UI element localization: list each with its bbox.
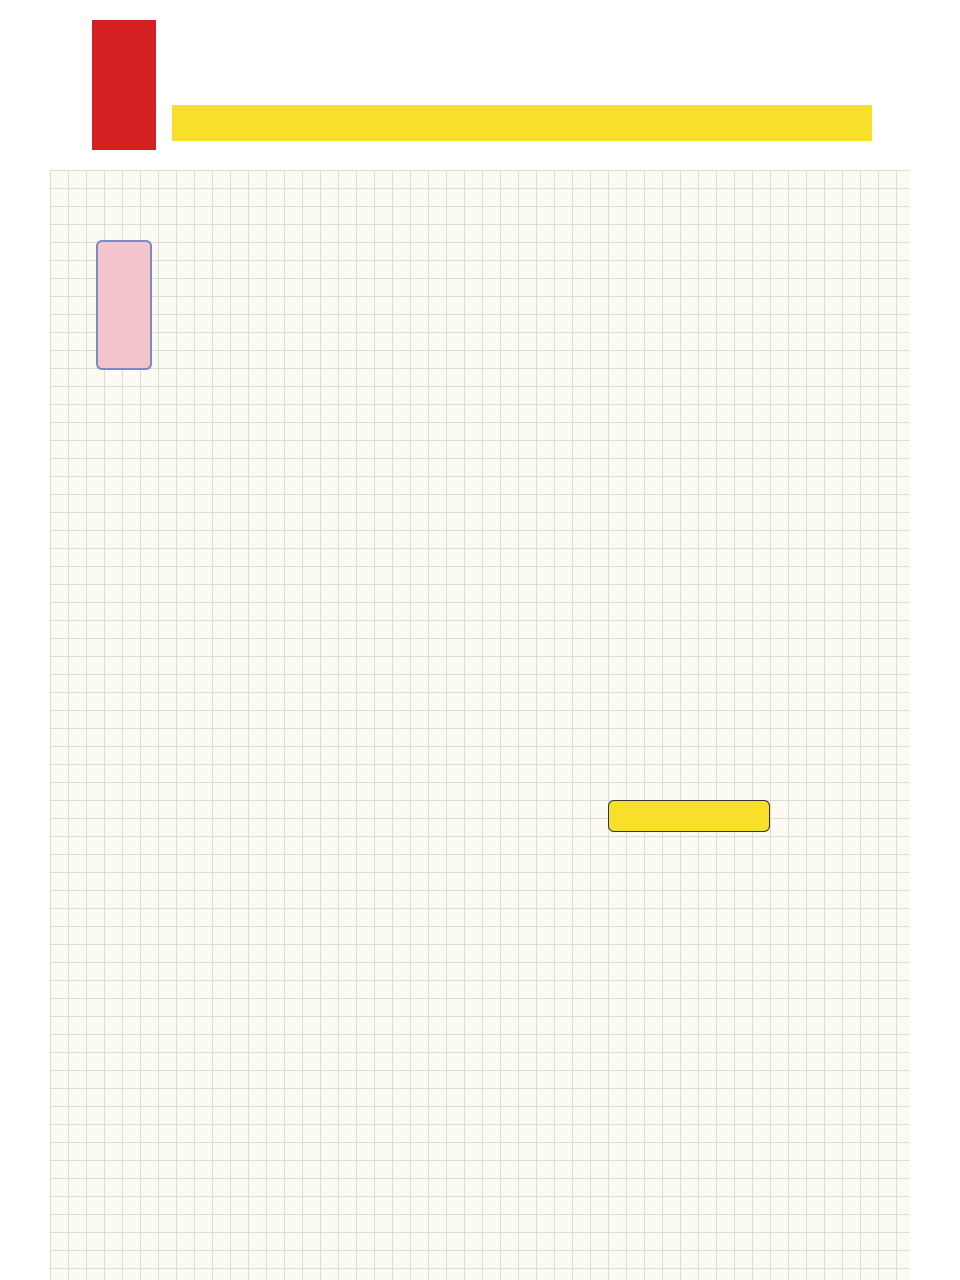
wuxing-diagram <box>520 830 850 1150</box>
title-highlight <box>172 105 872 141</box>
wuxing-caption <box>608 800 770 832</box>
side-label-box <box>96 240 152 370</box>
author-badge <box>92 20 156 150</box>
